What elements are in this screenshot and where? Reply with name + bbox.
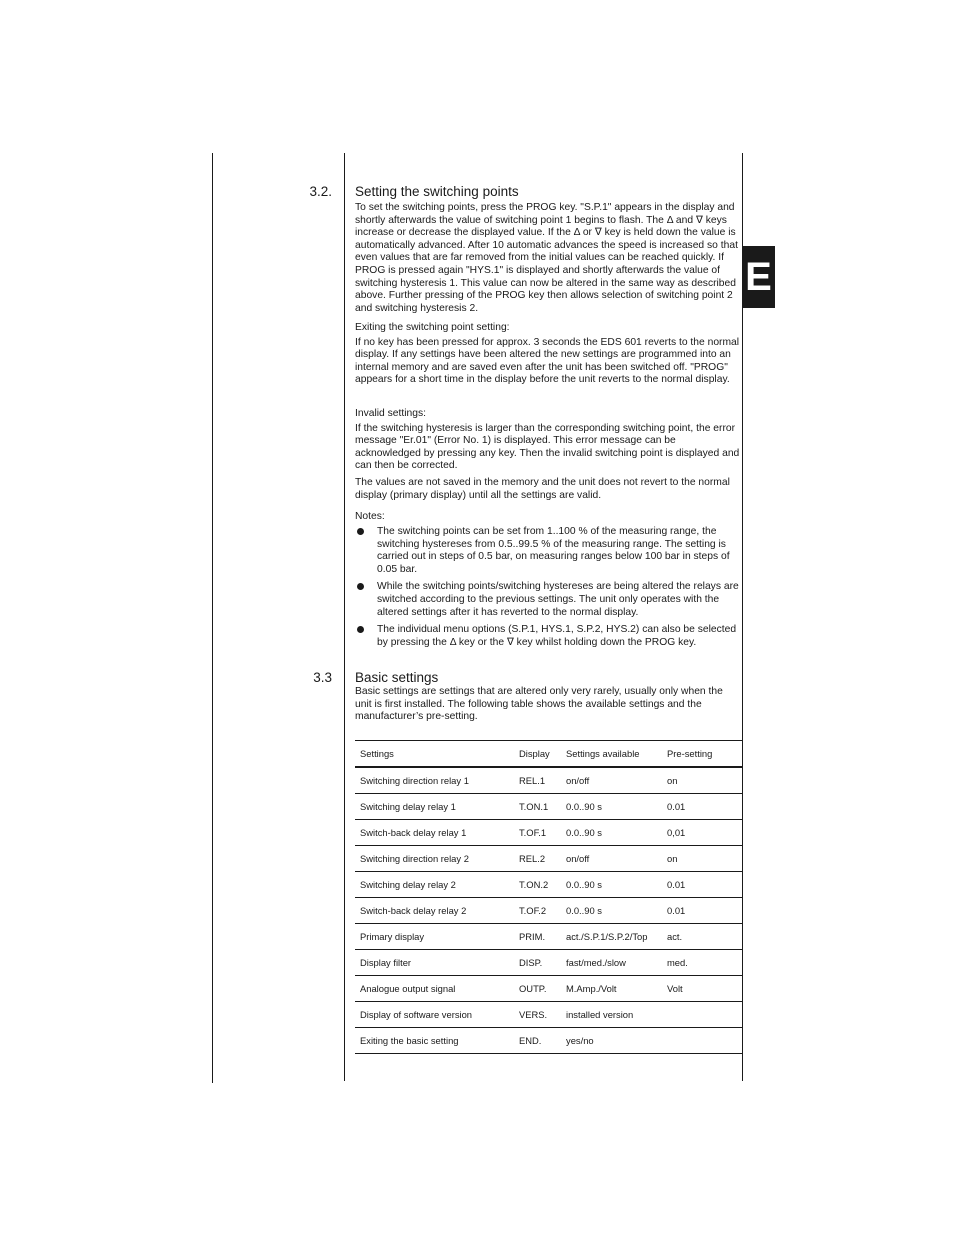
table-row bbox=[355, 924, 742, 950]
header-display: Display bbox=[514, 741, 561, 768]
invalid-settings-block bbox=[355, 408, 740, 473]
cell-display: REL.1 bbox=[514, 767, 561, 794]
list-item bbox=[355, 526, 741, 576]
cell-preset: Volt bbox=[662, 976, 742, 1002]
basic-settings-paragraph bbox=[355, 686, 740, 724]
exit-setting-block bbox=[355, 322, 740, 387]
cell-preset: 0.01 bbox=[662, 794, 742, 820]
table-header-row bbox=[355, 741, 742, 768]
cell-preset: on bbox=[662, 846, 742, 872]
cell-available: installed version bbox=[561, 1002, 662, 1028]
table-row bbox=[355, 794, 742, 820]
cell-available: yes/no bbox=[561, 1028, 662, 1054]
table-row bbox=[355, 950, 742, 976]
cell-setting: Display of software version bbox=[355, 1002, 514, 1028]
cell-available: on/off bbox=[561, 767, 662, 794]
cell-display: T.ON.1 bbox=[514, 794, 561, 820]
notes-heading: Notes: bbox=[355, 511, 385, 522]
bullet-icon bbox=[357, 528, 364, 535]
cell-available: 0.0..90 s bbox=[561, 898, 662, 924]
cell-available: 0.0..90 s bbox=[561, 794, 662, 820]
cell-setting: Switching direction relay 1 bbox=[355, 767, 514, 794]
cell-available: 0.0..90 s bbox=[561, 820, 662, 846]
header-settings: Settings bbox=[355, 741, 514, 768]
cell-available: on/off bbox=[561, 846, 662, 872]
cell-preset: on bbox=[662, 767, 742, 794]
cell-display: PRIM. bbox=[514, 924, 561, 950]
table-row bbox=[355, 1002, 742, 1028]
cell-display: DISP. bbox=[514, 950, 561, 976]
cell-setting: Display filter bbox=[355, 950, 514, 976]
cell-preset bbox=[662, 1028, 742, 1054]
header-settings-available: Settings available bbox=[561, 741, 662, 768]
cell-preset bbox=[662, 1002, 742, 1028]
language-tab: E bbox=[742, 246, 775, 308]
cell-display: T.OF.1 bbox=[514, 820, 561, 846]
bullet-icon bbox=[357, 626, 364, 633]
cell-display: OUTP. bbox=[514, 976, 561, 1002]
left-margin-rule bbox=[212, 153, 213, 1083]
cell-setting: Exiting the basic setting bbox=[355, 1028, 514, 1054]
list-item bbox=[355, 624, 741, 649]
cell-display: END. bbox=[514, 1028, 561, 1054]
invalid-heading: Invalid settings: bbox=[355, 408, 426, 419]
cell-display: T.OF.2 bbox=[514, 898, 561, 924]
cell-preset: med. bbox=[662, 950, 742, 976]
section-title-switching-points: Setting the switching points bbox=[355, 184, 519, 199]
bullet-icon bbox=[357, 583, 364, 590]
exit-heading: Exiting the switching point setting: bbox=[355, 322, 510, 333]
basic-settings-table bbox=[355, 740, 742, 1054]
cell-setting: Switching delay relay 2 bbox=[355, 872, 514, 898]
cell-setting: Switching delay relay 1 bbox=[355, 794, 514, 820]
invalid-text: If the switching hysteresis is larger than the corresponding switching point, the error message "Er.01" (Error No. 1) is displayed. This error message can be acknowledged by pressing any key. Then the invalid switching point is displayed and can then be corrected. bbox=[355, 422, 740, 472]
note-text: While the switching points/switching hystereses are being altered the relays are switched according to the previous settings. The unit only operates with the altered settings after it has reverted to the normal display. bbox=[377, 581, 739, 618]
cell-preset: act. bbox=[662, 924, 742, 950]
cell-available: 0.0..90 s bbox=[561, 872, 662, 898]
table-row bbox=[355, 898, 742, 924]
note-text: The switching points can be set from 1..100 % of the measuring range, the switching hystereses from 0.5..99.5 % of the measuring range. The setting is carried out in steps of 0.5 bar, on measuring ranges below 100 bar in steps of 0.05 bar. bbox=[377, 526, 730, 575]
cell-preset: 0,01 bbox=[662, 820, 742, 846]
cell-setting: Switch-back delay relay 1 bbox=[355, 820, 514, 846]
values-text: The values are not saved in the memory and the unit does not revert to the normal display (primary display) until all the settings are valid. bbox=[355, 477, 730, 501]
cell-setting: Analogue output signal bbox=[355, 976, 514, 1002]
header-pre-setting: Pre-setting bbox=[662, 741, 742, 768]
table-row bbox=[355, 976, 742, 1002]
cell-preset: 0.01 bbox=[662, 872, 742, 898]
note-text: The individual menu options (S.P.1, HYS.1, S.P.2, HYS.2) can also be selected by pressing the Δ key or the ∇ key whilst holding down the PROG key. bbox=[377, 624, 737, 648]
cell-setting: Switch-back delay relay 2 bbox=[355, 898, 514, 924]
exit-text: If no key has been pressed for approx. 3 seconds the EDS 601 reverts to the normal display. If any settings have been altered the new settings are programmed into an internal memory and are saved even after the unit has been switched off. "PROG" appears for a short time in the display before the unit reverts to the normal display. bbox=[355, 336, 740, 386]
notes-list bbox=[355, 526, 741, 654]
table-row bbox=[355, 1028, 742, 1054]
values-note-block bbox=[355, 477, 740, 502]
cell-setting: Primary display bbox=[355, 924, 514, 950]
cell-display: T.ON.2 bbox=[514, 872, 561, 898]
basic-settings-text: Basic settings are settings that are altered only very rarely, usually only when the unit is first installed. The following table shows the available settings and the manufacturer’s pre-setting. bbox=[355, 686, 723, 723]
cell-setting: Switching direction relay 2 bbox=[355, 846, 514, 872]
table-row bbox=[355, 846, 742, 872]
switching-points-text: To set the switching points, press the PROG key. "S.P.1" appears in the display and shortly afterwards the value of switching point 1 begins to flash. The Δ and ∇ keys increase or decrease the displayed value. If the Δ or ∇ key is held down the value is automatically advanced. After 10 automatic advances the speed is increased so that even values that are far removed from the initial values can be reached quickly. If PROG is pressed again "HYS.1" is displayed and shortly afterwards the value of switching hysteresis 1. This value can now be altered in the same way as described above. Further pressing of the PROG key then allows selection of switching point 2 and switching hysteresis 2. bbox=[355, 202, 738, 314]
section-number-3-2: 3.2. bbox=[309, 184, 332, 199]
column-divider-rule bbox=[344, 153, 345, 1081]
cell-available: M.Amp./Volt bbox=[561, 976, 662, 1002]
table-row bbox=[355, 872, 742, 898]
cell-display: VERS. bbox=[514, 1002, 561, 1028]
cell-available: fast/med./slow bbox=[561, 950, 662, 976]
cell-display: REL.2 bbox=[514, 846, 561, 872]
section-title-basic-settings: Basic settings bbox=[355, 670, 439, 685]
section-number-3-3: 3.3 bbox=[313, 670, 332, 685]
cell-preset: 0.01 bbox=[662, 898, 742, 924]
list-item bbox=[355, 581, 741, 619]
table-row bbox=[355, 767, 742, 794]
cell-available: act./S.P.1/S.P.2/Top bbox=[561, 924, 662, 950]
switching-points-paragraph bbox=[355, 202, 740, 315]
table-row bbox=[355, 820, 742, 846]
